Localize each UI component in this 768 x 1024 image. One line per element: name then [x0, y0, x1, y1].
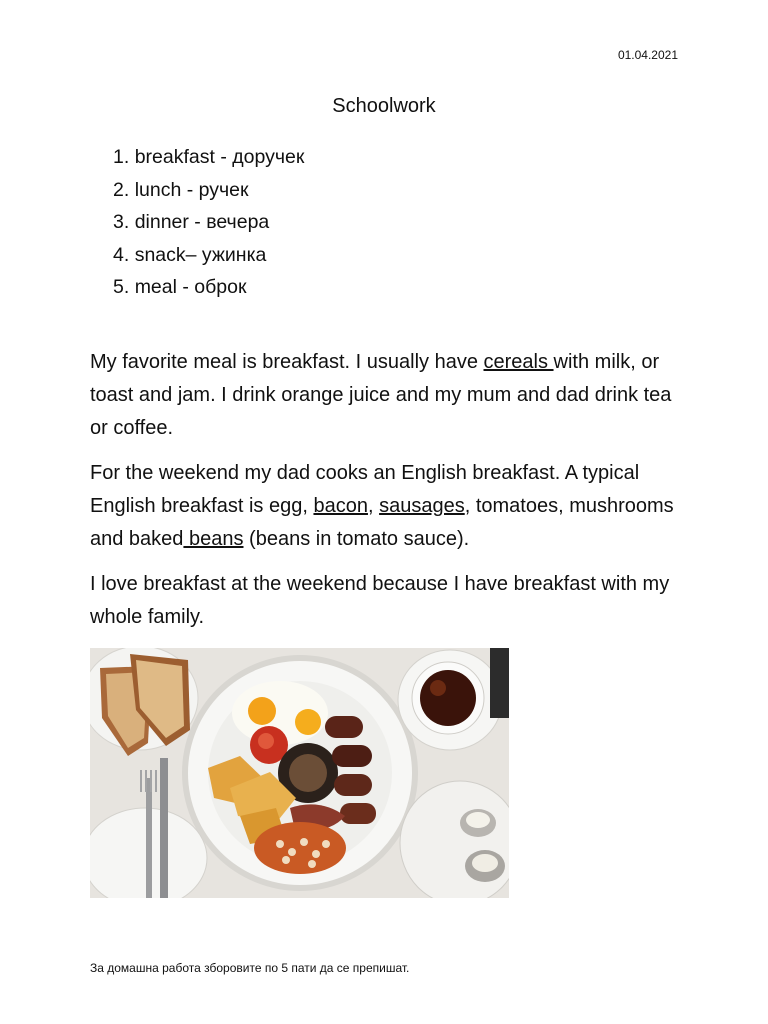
paragraph-weekend: I love breakfast at the weekend because I have breakfast with my whole family. — [90, 573, 670, 628]
list-item-number: 3. — [113, 211, 130, 233]
underlined-word-bacon: bacon — [313, 495, 368, 517]
paragraph-text: , — [367, 495, 380, 517]
list-item-text: breakfast - доручек — [134, 146, 305, 168]
paragraph-english-breakfast — [90, 457, 680, 556]
paragraph-text: For the weekend my dad cooks an English breakfast. A typical English breakfast is egg, — [90, 462, 640, 517]
underlined-word-beans: beans — [183, 528, 244, 550]
document-title: Schoolwork — [332, 95, 436, 117]
vocabulary-list — [113, 141, 304, 304]
paragraph-text: My favorite meal is breakfast. I usually have — [90, 351, 484, 373]
paragraph-text: , tomatoes, mushrooms and baked — [90, 495, 674, 550]
list-item-number: 4. — [113, 243, 130, 266]
list-item-text: dinner - вечера — [134, 211, 270, 233]
underlined-word-cereals: cereals — [483, 351, 554, 373]
list-item — [113, 174, 304, 207]
list-item-text: snack– ужинка — [134, 243, 267, 266]
breakfast-photo-illustration — [90, 648, 509, 898]
paragraph-favorite-meal — [90, 346, 680, 445]
list-item — [113, 141, 304, 174]
list-item — [113, 206, 304, 239]
list-item-number: 5. — [113, 276, 130, 298]
breakfast-photo — [90, 648, 509, 898]
paragraph-text: with milk, or toast and jam. I drink orange juice and my mum and dad drink tea or coffee. — [90, 351, 672, 439]
list-item-number: 2. — [113, 178, 130, 201]
list-item — [113, 239, 304, 272]
paragraph-text: (beans in tomato sauce). — [243, 528, 470, 550]
list-item-text: meal - оброк — [134, 276, 247, 298]
list-item — [113, 271, 304, 304]
list-item-number: 1. — [113, 146, 130, 168]
underlined-word-sausages: sausages — [379, 495, 465, 517]
list-item-text: lunch - ручек — [134, 178, 249, 201]
document-date: 01.04.2021 — [617, 48, 678, 62]
homework-note: За домашна работа зборовите по 5 пати да се препишат. — [90, 961, 410, 975]
